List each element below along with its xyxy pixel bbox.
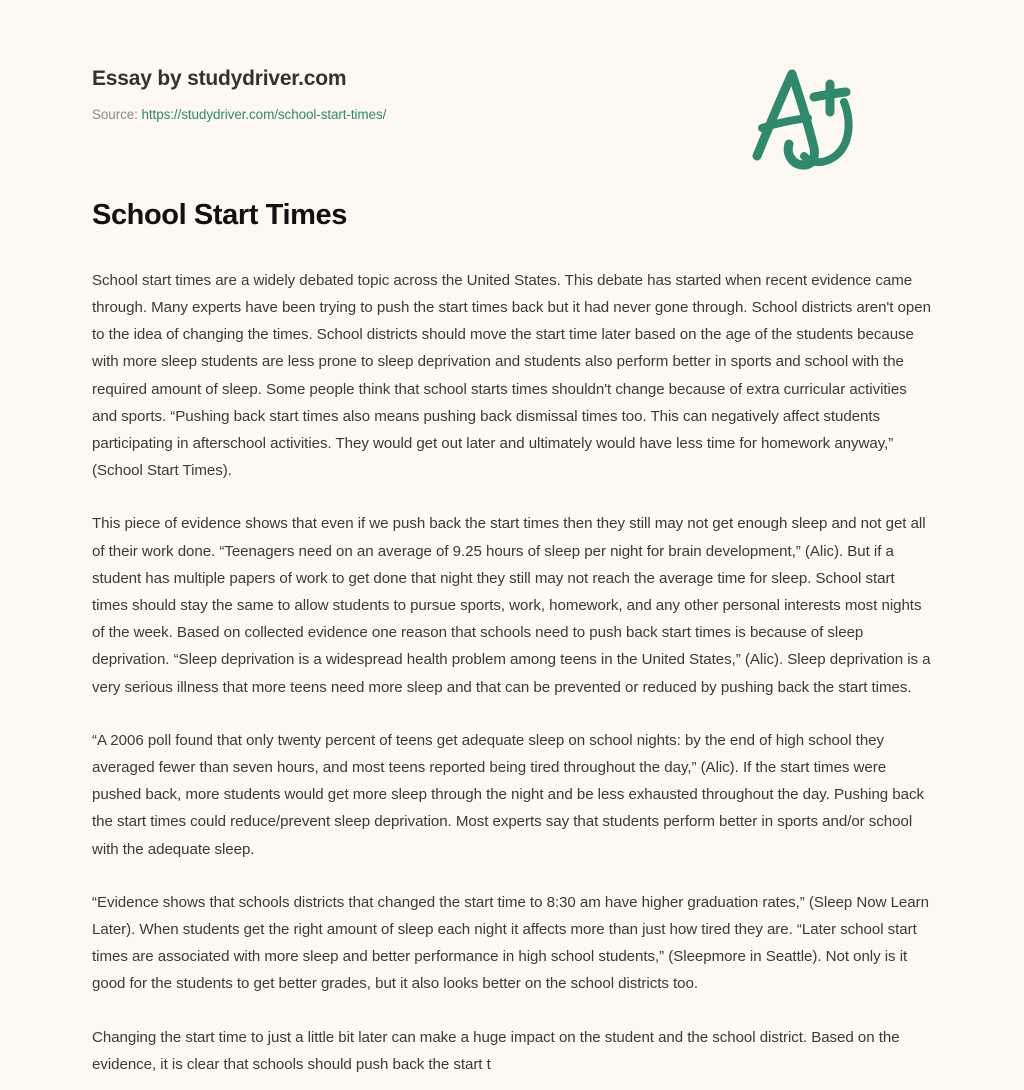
source-url-link[interactable]: https://studydriver.com/school-start-times/ [141,107,387,123]
page-title: School Start Times [92,199,347,231]
article [92,198,932,1078]
page-header [92,0,932,123]
brand-title: Essay by studydriver.com [92,67,347,90]
paragraph: This piece of evidence shows that even if we push back the start times then they still may not get enough sleep and not get all of their work done. “Teenagers need on an average of 9.25 hours of sleep per night for brain development,” (Alic). But if a student has multiple papers of work to get done that night they still may not reach the average time for sleep. School start times should stay the same to allow students to pursue sports, work, homework, and any other personal interests most nights of the week. Based on collected evidence one reason that schools need to push back start times is because of sleep deprivation. “Sleep deprivation is a widespread health problem among teens in the United States,” (Alic). Sleep deprivation is a very serious illness that more teens need more sleep and that can be prevented or reduced by pushing back the start times. [92,515,931,696]
paragraph: School start times are a widely debated topic across the United States. This debate has started when recent evidence came through. Many experts have been trying to push the start times back but it had never gone through. School districts aren't open to the idea of changing the times. School districts should move the start time later based on the age of the students because with more sleep students are less prone to sleep deprivation and students also perform better in sports and school with the required amount of sleep. Some people think that school starts times shouldn't change because of extra curricular activities and sports. “Pushing back start times also means pushing back dismissal times too. This can negatively affect students participating in afterschool activities. They would get out later and ultimately would have less time for homework anyway,” (School Start Times). [92,271,931,480]
paragraph: Changing the start time to just a little bit later can make a huge impact on the student and the school district. Based on the evidence, it is clear that schools should push back the start t [92,1028,900,1073]
paragraph: “Evidence shows that schools districts that changed the start time to 8:30 am have higher graduation rates,” (Sleep Now Learn Later). When students get the right amount of sleep each night it affects more than just how tired they are. “Later school start times are associated with more sleep and better performance in high school students,” (Sleepmore in Seattle). Not only is it good for the students to get better grades, but it also looks better on the school districts too. [92,893,929,993]
a-plus-logo-icon [740,62,860,174]
article-body [92,267,932,1078]
paragraph: “A 2006 poll found that only twenty percent of teens get adequate sleep on school nights: by the end of high school they averaged fewer than seven hours, and most teens reported being tired throughout the day,” (Alic). If the start times were pushed back, more students would get more sleep through the night and be less exhausted throughout the day. Pushing back the start times could reduce/prevent sleep deprivation. Most experts say that students perform better in sports and/or school with the adequate sleep. [92,731,924,858]
source-label: Source: [92,107,138,123]
